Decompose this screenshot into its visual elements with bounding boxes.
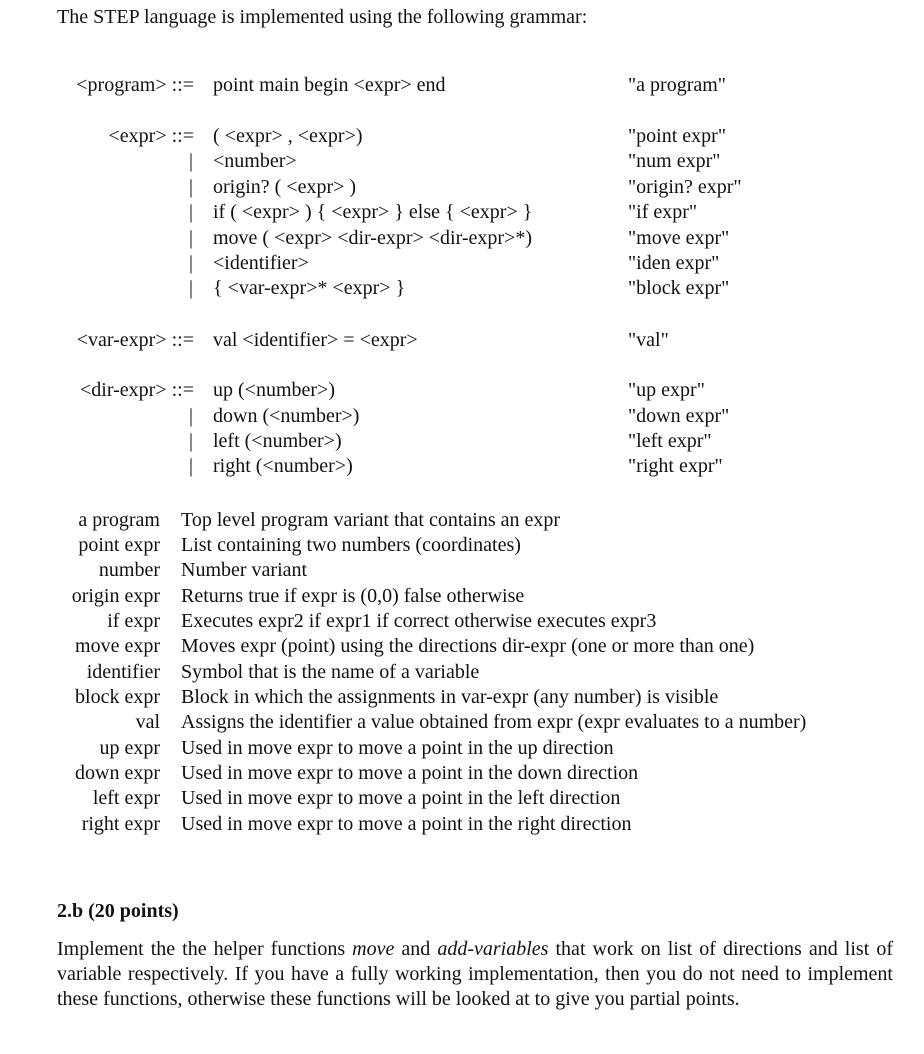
- definition-term: right expr: [81, 813, 160, 835]
- alt-separator: |: [188, 176, 193, 198]
- question-text: Implement the the helper functions: [57, 938, 353, 960]
- expr-rule-label: "move expr": [628, 227, 730, 249]
- var-expr-rule-lhs: <var-expr> ::=: [76, 329, 194, 351]
- dir-expr-rule-label: "up expr": [628, 379, 705, 401]
- question-text: and: [394, 938, 438, 960]
- definition-term: move expr: [75, 635, 160, 657]
- alt-separator: |: [188, 430, 193, 452]
- dir-expr-rule-rhs: left (<number>): [213, 430, 342, 452]
- var-expr-rule-label: "val": [628, 329, 669, 351]
- dir-expr-rule-lhs: <dir-expr> ::=: [80, 379, 194, 401]
- definition-term: a program: [78, 509, 160, 531]
- definition-desc: Moves expr (point) using the directions dir-expr (one or more than one): [181, 635, 755, 657]
- expr-rule-rhs: { <var-expr>* <expr> }: [213, 277, 406, 299]
- definition-term: down expr: [75, 762, 160, 784]
- definition-term: origin expr: [71, 585, 160, 607]
- definition-desc: Executes expr2 if expr1 if correct otherwise executes expr3: [181, 610, 657, 632]
- function-name-move: move: [352, 938, 395, 960]
- definition-desc: Number variant: [181, 559, 308, 581]
- definition-desc: Used in move expr to move a point in the left direction: [181, 787, 621, 809]
- definition-term: left expr: [92, 787, 160, 809]
- expr-rule-label: "point expr": [628, 125, 726, 147]
- definition-term: up expr: [99, 737, 160, 759]
- alt-separator: |: [188, 227, 193, 249]
- question-paragraph: [57, 937, 893, 1012]
- definition-desc: Returns true if expr is (0,0) false otherwise: [181, 585, 525, 607]
- definition-desc: Used in move expr to move a point in the right direction: [181, 813, 632, 835]
- definition-desc: List containing two numbers (coordinates): [181, 534, 521, 556]
- dir-expr-rule-rhs: right (<number>): [213, 455, 353, 477]
- expr-rule-label: "block expr": [628, 277, 730, 299]
- dir-expr-rule-rhs: down (<number>): [213, 405, 360, 427]
- definition-term: number: [98, 559, 160, 581]
- definition-term: block expr: [75, 686, 160, 708]
- definition-desc: Assigns the identifier a value obtained from expr (expr evaluates to a number): [181, 711, 807, 733]
- definition-term: val: [135, 711, 160, 733]
- definition-desc: Top level program variant that contains an expr: [181, 509, 561, 531]
- expr-rule-rhs: origin? ( <expr> ): [213, 176, 357, 198]
- dir-expr-rule-rhs: up (<number>): [213, 379, 335, 401]
- expr-rule-rhs: if ( <expr> ) { <expr> } else { <expr> }: [213, 201, 533, 223]
- dir-expr-rule-label: "right expr": [628, 455, 723, 477]
- question-text: that work on list of directions and list of variable respectively. If you have a fully working implementation, then you do not need to implement these functions, otherwise these functions will be looked at to give you partial points.: [57, 938, 893, 1010]
- question-heading: 2.b (20 points): [57, 900, 179, 922]
- expr-rule-label: "iden expr": [628, 252, 720, 274]
- alt-separator: |: [188, 405, 193, 427]
- definition-desc: Block in which the assignments in var-expr (any number) is visible: [181, 686, 719, 708]
- expr-rule-rhs: move ( <expr> <dir-expr> <dir-expr>*): [213, 227, 532, 249]
- alt-separator: |: [188, 201, 193, 223]
- definition-desc: Used in move expr to move a point in the down direction: [181, 762, 639, 784]
- intro-text: The STEP language is implemented using the following grammar:: [57, 6, 588, 28]
- function-name-add-variables: add-variables: [437, 938, 549, 960]
- definition-term: point expr: [78, 534, 160, 556]
- alt-separator: |: [188, 150, 193, 172]
- alt-separator: |: [188, 252, 193, 274]
- expr-rule-rhs: ( <expr> , <expr>): [213, 125, 363, 147]
- expr-rule-label: "if expr": [628, 201, 698, 223]
- program-rule-lhs: <program> ::=: [76, 74, 194, 96]
- expr-rule-rhs: <identifier>: [213, 252, 309, 274]
- alt-separator: |: [188, 455, 193, 477]
- alt-separator: |: [188, 277, 193, 299]
- expr-rule-rhs: <number>: [213, 150, 297, 172]
- expr-rule-label: "num expr": [628, 150, 721, 172]
- dir-expr-rule-label: "left expr": [628, 430, 712, 452]
- definition-term: if expr: [107, 610, 160, 632]
- expr-rule-lhs: <expr> ::=: [108, 125, 194, 147]
- program-rule-rhs: point main begin <expr> end: [213, 74, 446, 96]
- definition-desc: Used in move expr to move a point in the up direction: [181, 737, 614, 759]
- program-rule-label: "a program": [628, 74, 726, 96]
- definition-desc: Symbol that is the name of a variable: [181, 661, 480, 683]
- definition-term: identifier: [86, 661, 160, 683]
- var-expr-rule-rhs: val <identifier> = <expr>: [213, 329, 418, 351]
- dir-expr-rule-label: "down expr": [628, 405, 730, 427]
- expr-rule-label: "origin? expr": [628, 176, 742, 198]
